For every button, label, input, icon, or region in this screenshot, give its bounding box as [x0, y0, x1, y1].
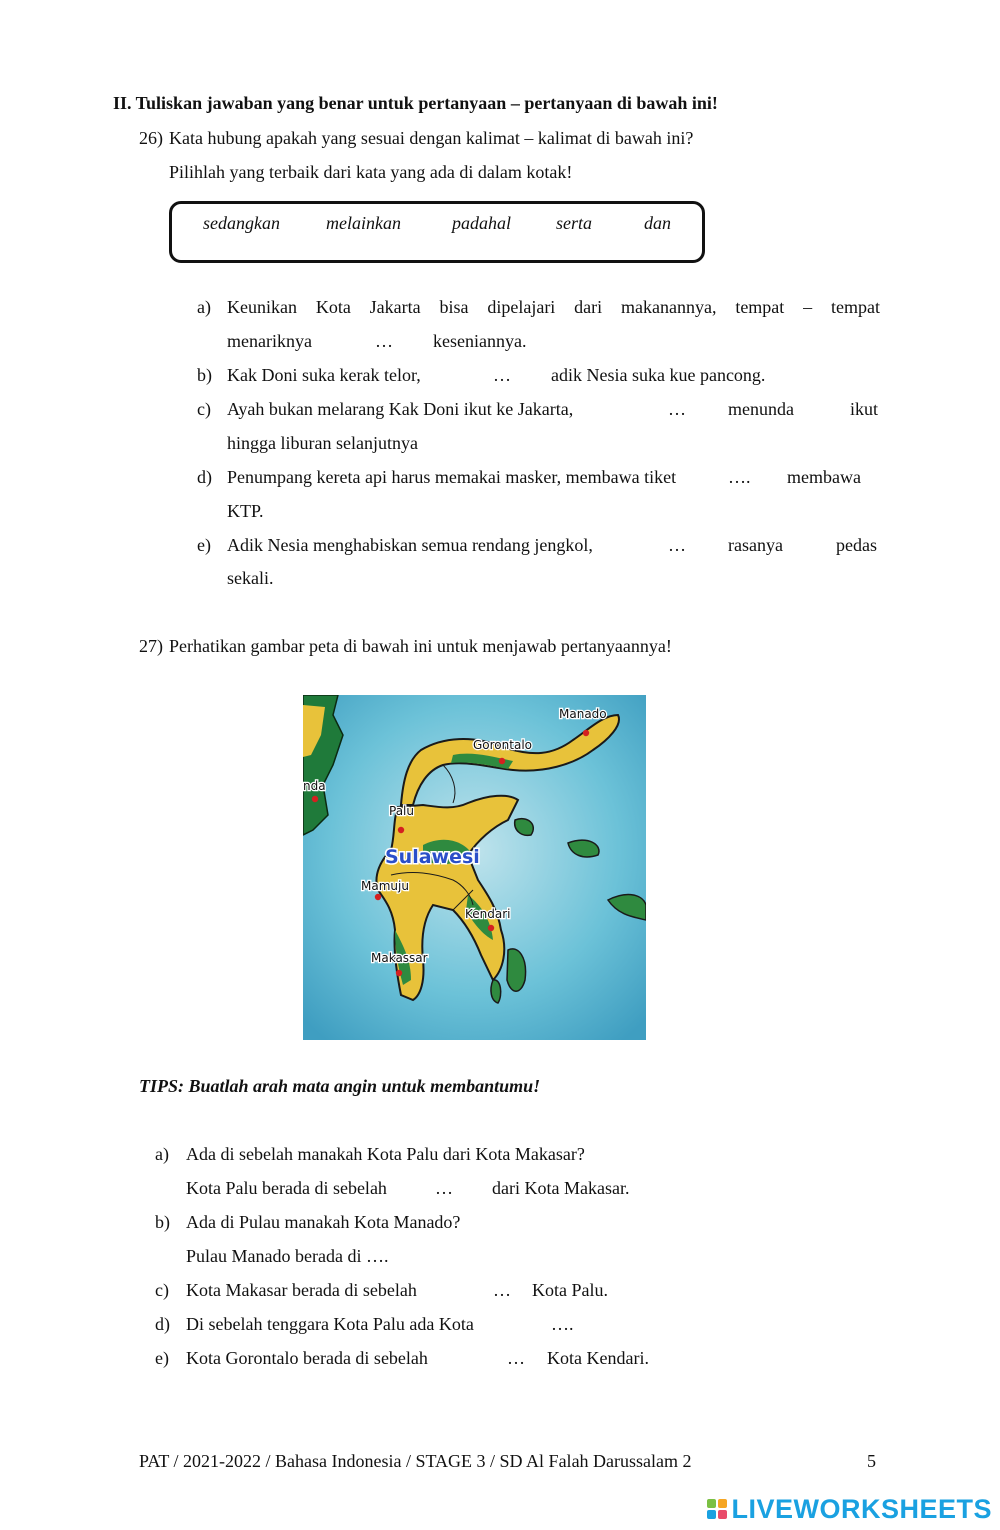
item-text: pedas — [836, 535, 877, 555]
item-label: e) — [197, 535, 211, 555]
item-label: d) — [197, 467, 212, 487]
item-text: rasanya — [728, 535, 783, 555]
item-label: c) — [197, 399, 211, 419]
item-text: Kota Kendari. — [547, 1348, 649, 1368]
q26-instruction-1: Kata hubung apakah yang sesuai dengan kalimat – kalimat di bawah ini? — [169, 128, 694, 148]
item-text: Penumpang kereta api harus memakai masker, membawa tiket — [227, 467, 677, 487]
answer-blank[interactable]: … — [507, 1348, 525, 1368]
word-choice: sedangkan — [203, 213, 280, 233]
item-text: Kak Doni suka kerak telor, — [227, 365, 421, 385]
answer-blank[interactable]: … — [668, 535, 686, 555]
item-text: Kota Makasar berada di sebelah — [186, 1280, 417, 1300]
item-text: hingga liburan selanjutnya — [227, 433, 418, 453]
city-dot-makassar — [396, 970, 402, 976]
answer-blank[interactable]: …. — [551, 1314, 574, 1334]
item-text: menunda — [728, 399, 794, 419]
item-text: Kota Palu berada di sebelah — [186, 1178, 387, 1198]
item-text: dari Kota Makasar. — [492, 1178, 630, 1198]
answer-blank[interactable]: … — [435, 1178, 453, 1198]
city-dot-west — [312, 796, 318, 802]
item-text: Kota Gorontalo berada di sebelah — [186, 1348, 428, 1368]
liveworksheets-logo[interactable] — [707, 1493, 992, 1525]
item-label: a) — [155, 1144, 169, 1164]
word-choice: serta — [556, 213, 592, 233]
city-dot-gorontalo — [499, 758, 505, 764]
answer-blank[interactable]: … — [375, 331, 393, 351]
item-text: ikut — [850, 399, 879, 419]
tips-text: TIPS: Buatlah arah mata angin untuk membantumu! — [139, 1076, 541, 1096]
item-text: Kota Palu. — [532, 1280, 608, 1300]
word-choice: melainkan — [326, 213, 401, 233]
q26-instruction-2: Pilihlah yang terbaik dari kata yang ada di dalam kotak! — [169, 162, 573, 182]
answer-blank[interactable]: … — [668, 399, 686, 419]
map-label-gorontalo: Gorontalo — [473, 738, 532, 752]
q27-instruction: Perhatikan gambar peta di bawah ini untuk menjawab pertanyaannya! — [169, 636, 672, 656]
map-label-kendari: Kendari — [465, 907, 511, 921]
map-label-west: nda — [303, 779, 326, 793]
item-label: e) — [155, 1348, 169, 1368]
item-label: d) — [155, 1314, 170, 1334]
map-label-mamuju: Mamuju — [361, 879, 409, 893]
sulawesi-map — [303, 695, 646, 1040]
answer-blank[interactable]: … — [493, 365, 511, 385]
section-heading: II. Tuliskan jawaban yang benar untuk pertanyaan – pertanyaan di bawah ini! — [113, 93, 718, 113]
item-text: KTP. — [227, 501, 264, 521]
item-text: Ayah bukan melarang Kak Doni ikut ke Jakarta, — [227, 399, 574, 419]
word-choice: padahal — [452, 213, 512, 233]
footer-text: PAT / 2021-2022 / Bahasa Indonesia / STAGE 3 / SD Al Falah Darussalam 2 — [139, 1451, 692, 1471]
item-text: Di sebelah tenggara Kota Palu ada Kota — [186, 1314, 474, 1334]
q27-number: 27) — [139, 636, 163, 656]
item-label: c) — [155, 1280, 169, 1300]
page-number: 5 — [867, 1451, 876, 1471]
logo-grid-icon — [707, 1499, 727, 1519]
item-text: membawa — [787, 467, 861, 487]
item-text[interactable]: Pulau Manado berada di …. — [186, 1246, 389, 1266]
item-label: b) — [197, 365, 212, 385]
answer-blank[interactable]: … — [493, 1280, 511, 1300]
map-label-sulawesi: Sulawesi — [385, 846, 480, 868]
city-dot-palu — [398, 827, 404, 833]
logo-text: LIVEWORKSHEETS — [731, 1493, 992, 1524]
item-text: Ada di sebelah manakah Kota Palu dari Kota Makasar? — [186, 1144, 585, 1164]
city-dot-kendari — [488, 925, 494, 931]
item-text: Ada di Pulau manakah Kota Manado? — [186, 1212, 461, 1232]
city-dot-manado — [583, 730, 589, 736]
muna-island — [491, 980, 501, 1003]
map-label-makassar: Makassar — [371, 951, 428, 965]
word-choice: dan — [644, 213, 671, 233]
item-text: menariknya — [227, 331, 312, 351]
item-text: keseniannya. — [433, 331, 527, 351]
q26-number: 26) — [139, 128, 163, 148]
item-text: Keunikan Kota Jakarta bisa dipelajari dari makanannya, tempat – tempat — [227, 297, 880, 317]
item-text: Adik Nesia menghabiskan semua rendang jengkol, — [227, 535, 593, 555]
item-label: a) — [197, 297, 211, 317]
answer-blank[interactable]: …. — [728, 467, 751, 487]
item-text: adik Nesia suka kue pancong. — [551, 365, 766, 385]
item-text: sekali. — [227, 568, 274, 588]
map-label-manado: Manado — [559, 707, 607, 721]
map-label-palu: Palu — [389, 804, 414, 818]
item-label: b) — [155, 1212, 170, 1232]
city-dot-mamuju — [375, 894, 381, 900]
